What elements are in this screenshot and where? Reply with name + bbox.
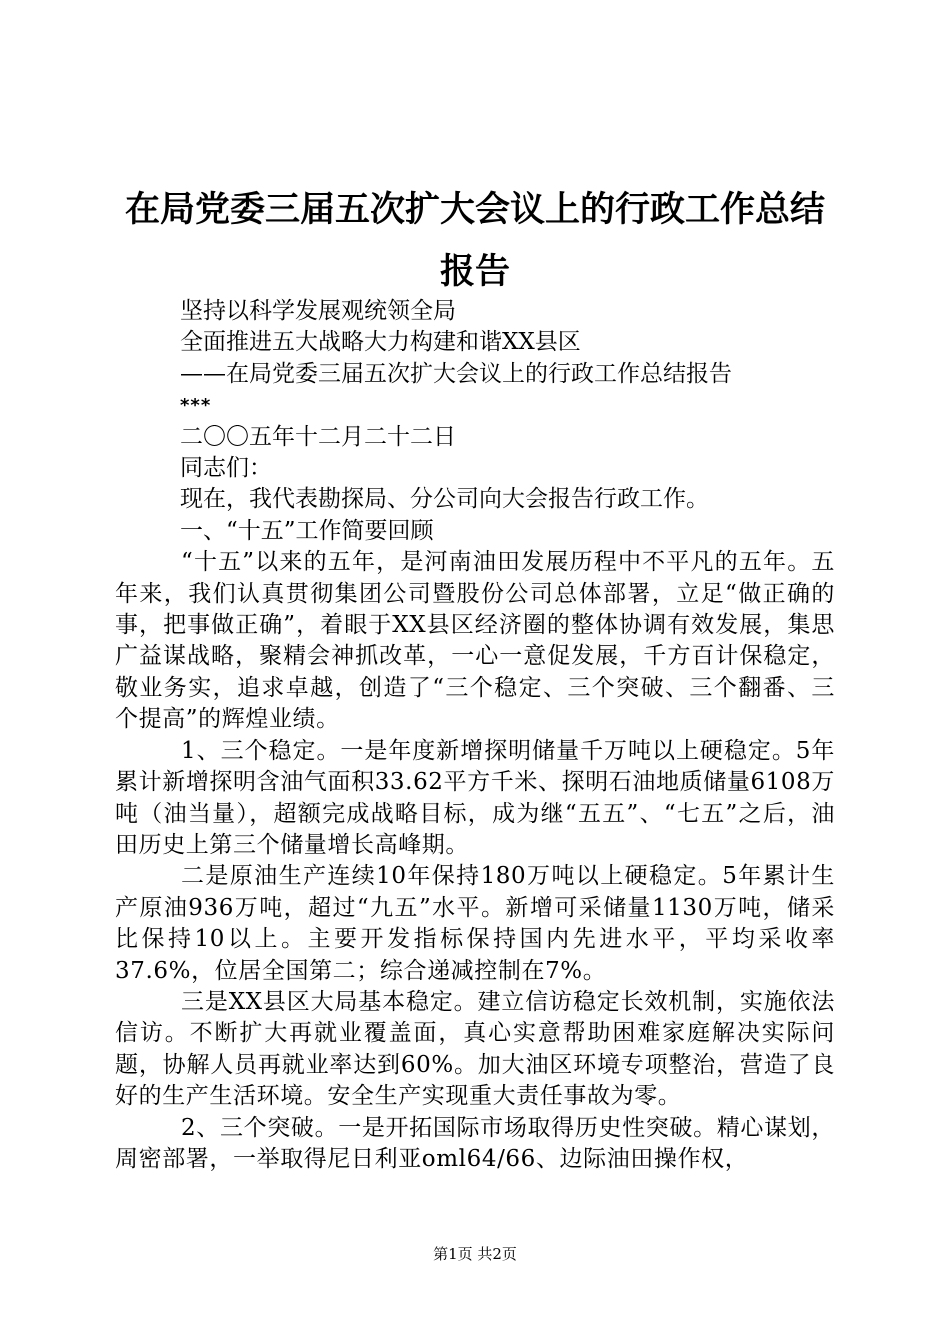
paragraph-crude-production: 二是原油生产连续10年保持180万吨以上硬稳定。5年累计生产原油936万吨，超过“九五”水平。新增可采储量1130万吨，储采比保持10以上。主要开发指标保持国内先进水平，平均采收率37.6%，位居全国第二；综合递减控制在7%。 — [115, 863, 835, 984]
subtitle-line-3: ——在局党委三届五次扩大会议上的行政工作总结报告 — [180, 360, 732, 387]
document-title-line-1: 在局党委三届五次扩大会议上的行政工作总结 — [124, 190, 825, 230]
subtitle-line-1: 坚持以科学发展观统领全局 — [180, 298, 456, 324]
paragraph-regional-stability: 三是XX县区大局基本稳定。建立信访稳定长效机制，实施依法信访。不断扩大再就业覆盖面，真心实意帮助困难家庭解决实际问题，协解人员再就业率达到60%。加大油区环境专项整治，营造了良好的生产生活环境。安全生产实现重大责任事故为零。 — [115, 988, 835, 1110]
paragraph-review: “十五”以来的五年，是河南油田发展历程中不平凡的五年。五年来，我们认真贯彻集团公司暨股份公司总体部署，立足“做正确的事，把事做正确”，着眼于XX县区经济圈的整体协调有效发展，集思广益谋战略，聚精会神抓改革，一心一意促发展，千方百计保稳定，敬业务实，追求卓越，创造了“三个稳定、三个突破、三个翻番、三个提高”的辉煌业绩。 — [115, 549, 835, 733]
salutation: 同志们： — [180, 455, 272, 482]
report-date: 二〇〇五年十二月二十二日 — [180, 423, 456, 450]
paragraph-three-breakthroughs: 2、三个突破。一是开拓国际市场取得历史性突破。精心谋划，周密部署，一举取得尼日利亚oml64/66、边际油田操作权， — [115, 1114, 835, 1172]
section-heading-1: 一、“十五”工作简要回顾 — [180, 517, 434, 544]
paragraph-three-stabilities: 1、三个稳定。一是年度新增探明储量千万吨以上硬稳定。5年累计新增探明含油气面积33.62平方千米、探明石油地质储量6108万吨（油当量），超额完成战略目标，成为继“五五”、“七五”之后，油田历史上第三个储量增长高峰期。 — [115, 737, 835, 858]
opening-sentence: 现在，我代表勘探局、分公司向大会报告行政工作。 — [180, 486, 709, 513]
author-placeholder: *** — [180, 395, 212, 417]
subtitle-line-2: 全面推进五大战略大力构建和谐XX县区 — [180, 329, 581, 356]
document-body — [115, 296, 835, 1175]
document-title-line-2: 报告 — [439, 252, 510, 292]
page-footer: 第1页 共2页 — [433, 1245, 517, 1263]
